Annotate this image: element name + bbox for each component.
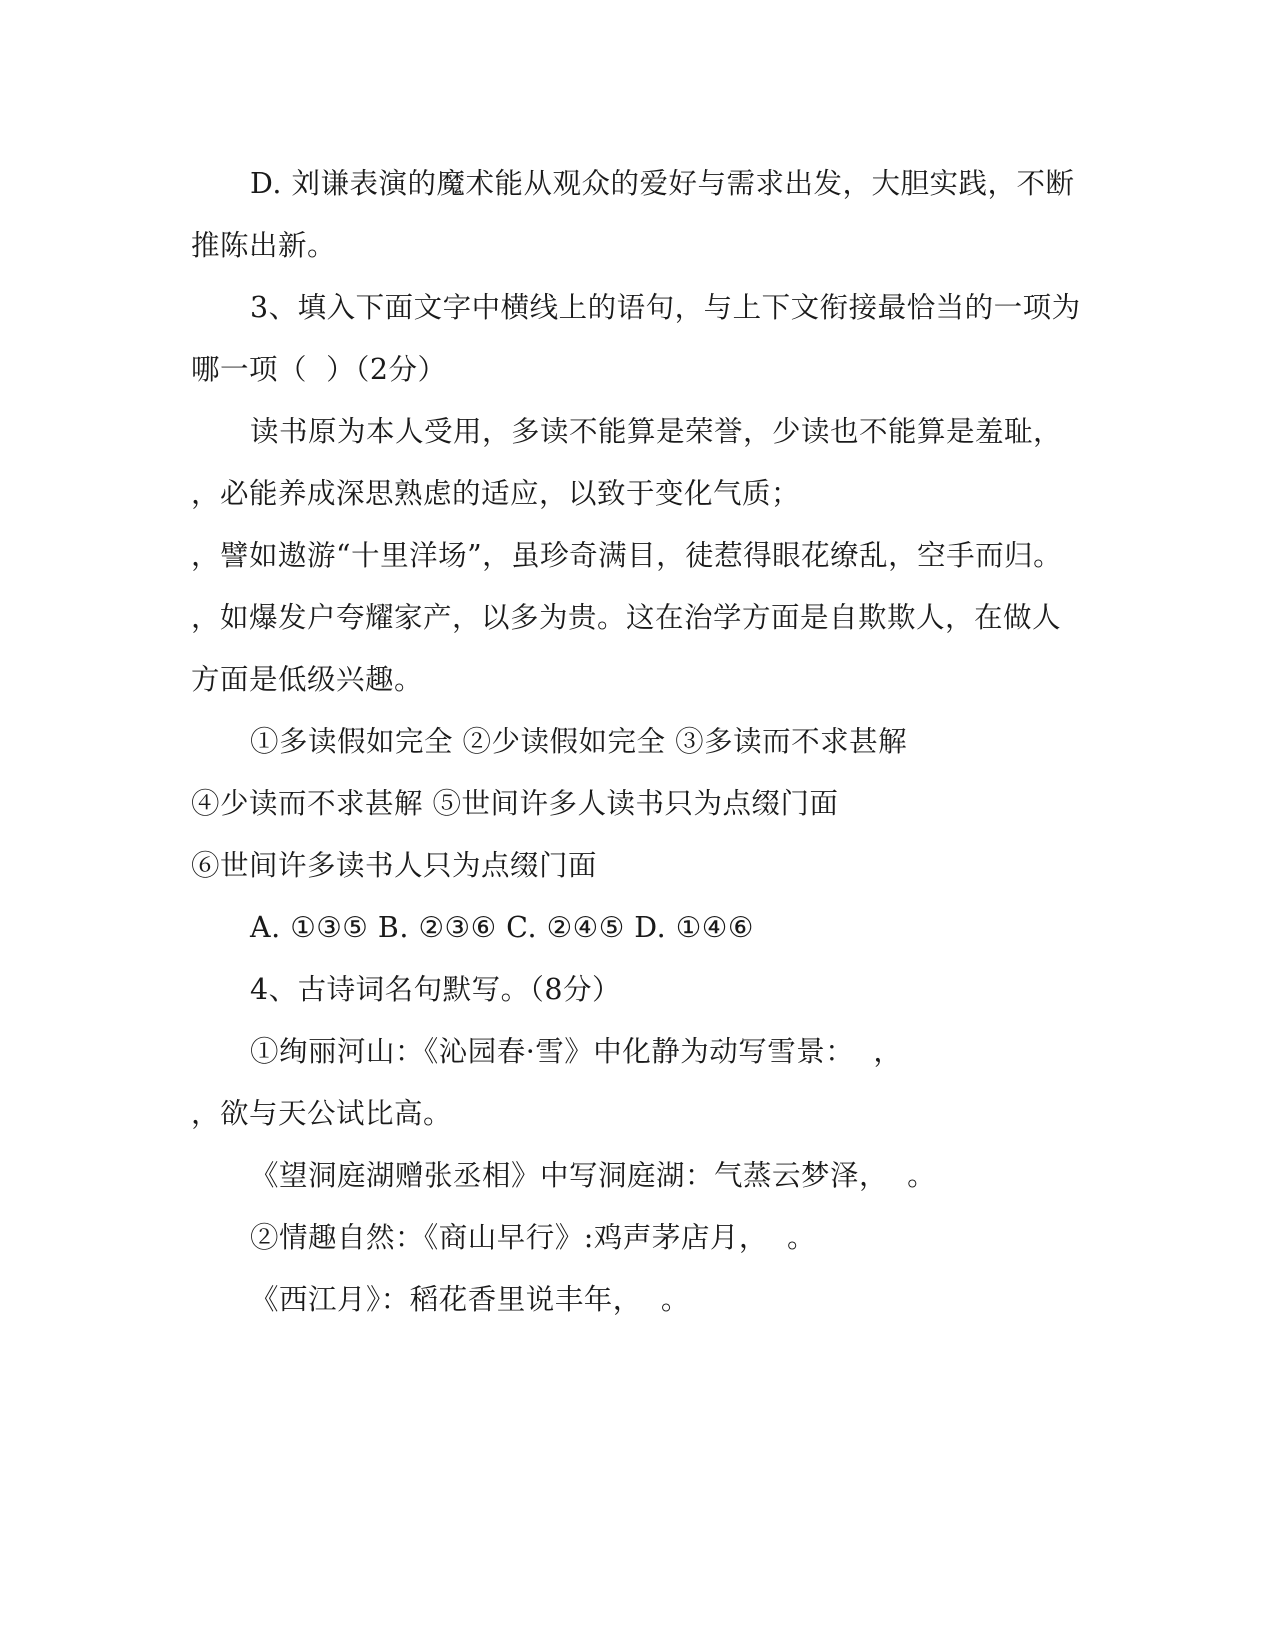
answer-options: A. ①③⑤ B. ②③⑥ C. ②④⑤ D. ①④⑥: [250, 911, 754, 944]
choices-line-2: ④少读而不求甚解 ⑤世间许多人读书只为点缀门面: [191, 787, 839, 820]
passage-line-2: ，必能养成深思熟虑的适应，以致于变化气质；: [191, 477, 801, 510]
poem-item-1-line-3: 《望洞庭湖赠张丞相》中写洞庭湖：气蒸云梦泽， 。: [250, 1159, 937, 1192]
passage-line-5: 方面是低级兴趣。: [191, 663, 424, 696]
poem-item-1-line-2: ，欲与天公试比高。: [191, 1097, 453, 1130]
passage-line-3: ，譬如遨游“十里洋场”，虽珍奇满目，徒惹得眼花缭乱，空手而归。: [191, 539, 1063, 572]
option-d-line-1: D. 刘谦表演的魔术能从观众的爱好与需求出发，大胆实践，不断: [250, 167, 1075, 200]
question-3-line-1: 3、填入下面文字中横线上的语句，与上下文衔接最恰当的一项为: [250, 291, 1081, 324]
question-4-heading: 4、古诗词名句默写。（8分）: [250, 973, 622, 1006]
passage-line-4: ，如爆发户夸耀家产，以多为贵。这在治学方面是自欺欺人，在做人: [191, 601, 1062, 634]
poem-item-1-line-1: ①绚丽河山：《沁园春·雪》中化静为动写雪景： ，: [250, 1035, 903, 1068]
choices-line-3: ⑥世间许多读书人只为点缀门面: [191, 849, 598, 882]
poem-item-2-line-1: ②情趣自然：《商山早行》:鸡声茅店月， 。: [250, 1221, 816, 1254]
choices-line-1: ①多读假如完全 ②少读假如完全 ③多读而不求甚解: [250, 725, 908, 758]
question-3-line-2: 哪一项（ ）（2分）: [191, 353, 447, 386]
option-d-line-2: 推陈出新。: [191, 229, 337, 262]
passage-line-1: 读书原为本人受用，多读不能算是荣誉，少读也不能算是羞耻，: [250, 415, 1063, 448]
poem-item-2-line-2: 《西江月》：稻花香里说丰年， 。: [250, 1283, 690, 1316]
